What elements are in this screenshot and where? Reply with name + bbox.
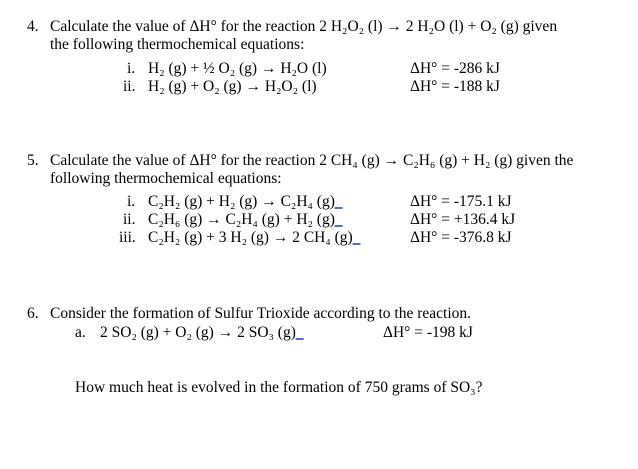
q6-prompt-line1: Consider the formation of Sulfur Trioxide according to the reaction. bbox=[50, 305, 471, 322]
q5-eq1-equation: C₂H₂ (g) + H₂ (g) → C₂H₄ (g) bbox=[148, 193, 343, 211]
spellcheck-underline: (g) bbox=[277, 324, 296, 341]
q5-eq3-equation: C₂H₂ (g) + 3 H₂ (g) → 2 CH₄ (g) bbox=[148, 229, 360, 247]
q5-eq3-label: iii. bbox=[119, 229, 136, 246]
q4-prompt-line2: the following thermochemical equations: bbox=[50, 36, 305, 53]
q6-eq-enthalpy: ΔH° = -198 kJ bbox=[383, 324, 473, 341]
q6-eq-equation: 2 SO₂ (g) + O₂ (g) → 2 SO₃ (g) bbox=[100, 324, 304, 342]
q4-eq2-equation: H₂ (g) + O₂ (g) → H₂O₂ (l) bbox=[148, 78, 317, 95]
q5-eq2-label: ii. bbox=[123, 211, 136, 228]
q4-eq2-enthalpy: ΔH° = -188 kJ bbox=[410, 78, 500, 95]
q6-number: 6. bbox=[27, 305, 39, 322]
spellcheck-underline: (g) bbox=[334, 229, 353, 246]
spellcheck-underline: (g) bbox=[316, 211, 335, 228]
q4-prompt-line1: Calculate the value of ΔH° for the reaction 2 H₂O₂ (l) → 2 H₂O (l) + O₂ (g) given bbox=[50, 18, 558, 35]
q6-question: How much heat is evolved in the formation of 750 grams of SO₃? bbox=[75, 379, 483, 396]
q5-eq1-label: i. bbox=[127, 193, 136, 210]
q4-number: 4. bbox=[27, 18, 39, 35]
q5-number: 5. bbox=[27, 152, 39, 169]
q5-eq3-enthalpy: ΔH° = -376.8 kJ bbox=[410, 229, 512, 246]
q4-eq1-enthalpy: ΔH° = -286 kJ bbox=[410, 60, 500, 77]
q5-prompt-line2: following thermochemical equations: bbox=[50, 170, 282, 187]
q4-eq1-label: i. bbox=[127, 60, 136, 77]
q5-eq2-enthalpy: ΔH° = +136.4 kJ bbox=[410, 211, 516, 228]
q4-eq2-label: ii. bbox=[123, 78, 136, 95]
spellcheck-underline: (g) bbox=[316, 193, 335, 210]
q5-prompt-line1: Calculate the value of ΔH° for the reaction 2 CH₄ (g) → C₂H₆ (g) + H₂ (g) given the bbox=[50, 152, 574, 169]
q5-eq2-equation: C₂H₆ (g) → C₂H₄ (g) + H₂ (g) bbox=[148, 211, 343, 229]
q6-eq-label: a. bbox=[75, 324, 86, 341]
q5-eq1-enthalpy: ΔH° = -175.1 kJ bbox=[410, 193, 512, 210]
q4-eq1-equation: H₂ (g) + ½ O₂ (g) → H₂O (l) bbox=[148, 60, 327, 77]
